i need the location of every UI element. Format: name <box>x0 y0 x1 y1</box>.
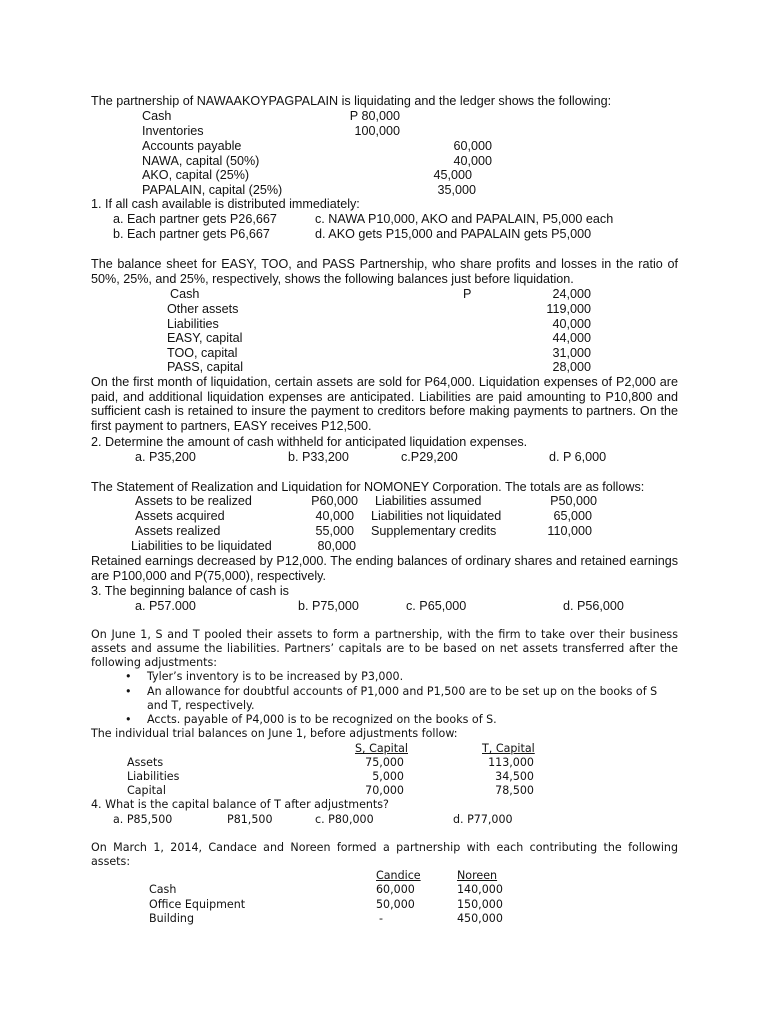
srl-value-right: 110,000 <box>547 524 592 538</box>
question-3: 3. The beginning balance of cash is <box>91 584 289 598</box>
option-c: c. P80,000 <box>315 813 374 826</box>
noreen-header: Noreen <box>457 869 498 882</box>
ledger-col2: 40,000 <box>453 154 492 168</box>
adjustment-1: Tyler’s inventory is to be increased by P3,000. <box>147 670 404 683</box>
noreen-value: 140,000 <box>457 883 503 896</box>
ledger-label: Inventories <box>142 124 204 138</box>
option-c: c. P65,000 <box>406 599 467 613</box>
balance-value: 119,000 <box>546 302 591 316</box>
question-4: 4. What is the capital balance of T after adjustments? <box>91 798 389 811</box>
srl-label-left: Liabilities to be liquidated <box>131 539 272 553</box>
balance-value: 40,000 <box>552 317 591 331</box>
srl-value-left: 40,000 <box>315 509 354 523</box>
t-capital-value: 113,000 <box>488 756 534 769</box>
balance-label: Cash <box>170 287 200 301</box>
srl-label-left: Assets acquired <box>135 509 225 523</box>
question-2: 2. Determine the amount of cash withheld for anticipated liquidation expenses. <box>91 435 528 449</box>
noreen-value: 150,000 <box>457 898 503 911</box>
balance-value: 44,000 <box>552 331 591 345</box>
trial-balance-label: Assets <box>127 756 164 769</box>
srl-label-right: Liabilities assumed <box>375 494 482 508</box>
asset-label: Office Equipment <box>149 898 246 911</box>
option-d: d. P 6,000 <box>549 450 607 464</box>
ledger-label: Accounts payable <box>142 139 242 153</box>
s-capital-header: S, Capital <box>355 742 408 755</box>
option-b: b. P75,000 <box>298 599 359 613</box>
option-b: b. Each partner gets P6,667 <box>113 227 270 241</box>
option-d: d. P77,000 <box>453 813 513 826</box>
option-b: P81,500 <box>227 813 273 826</box>
candice-value: 50,000 <box>376 898 415 911</box>
question-1: 1. If all cash available is distributed immediately: <box>91 197 360 211</box>
bullet-dot: • <box>125 713 132 726</box>
candice-value: - <box>379 912 384 925</box>
ledger-label: NAWA, capital (50%) <box>142 154 260 168</box>
problem3-intro: The Statement of Realization and Liquidation for NOMONEY Corporation. The totals are as follows: <box>91 480 645 494</box>
option-a: a. P35,200 <box>135 450 196 464</box>
option-d: d. P56,000 <box>563 599 624 613</box>
ledger-col2: 45,000 <box>433 168 472 182</box>
option-a: a. P57.000 <box>135 599 196 613</box>
trial-balance-label: Liabilities <box>127 770 180 783</box>
bullet-dot: • <box>125 670 132 683</box>
srl-label-left: Assets to be realized <box>135 494 252 508</box>
srl-value-right: 65,000 <box>553 509 592 523</box>
balance-value: 24,000 <box>552 287 591 301</box>
srl-label-right: Supplementary credits <box>371 524 497 538</box>
balance-label: PASS, capital <box>167 360 244 374</box>
balance-label: EASY, capital <box>167 331 243 345</box>
trial-balance-label: Capital <box>127 784 166 797</box>
s-capital-value: 75,000 <box>365 756 404 769</box>
option-a: a. Each partner gets P26,667 <box>113 212 277 226</box>
option-c: c. NAWA P10,000, AKO and PAPALAIN, P5,000 each <box>315 212 614 226</box>
t-capital-value: 78,500 <box>495 784 534 797</box>
ledger-label: AKO, capital (25%) <box>142 168 250 182</box>
adjustment-2: An allowance for doubtful accounts of P1,000 and P1,500 are to be set up on the books of S and T, respectively. <box>147 685 658 712</box>
noreen-value: 450,000 <box>457 912 503 925</box>
t-capital-value: 34,500 <box>495 770 534 783</box>
srl-value-left: P60,000 <box>311 494 358 508</box>
currency-label: P <box>463 287 472 301</box>
t-capital-header: T, Capital <box>482 742 535 755</box>
ledger-col2: 60,000 <box>453 139 492 153</box>
bullet-dot: • <box>125 685 132 698</box>
srl-label-left: Assets realized <box>135 524 221 538</box>
problem1-intro: The partnership of NAWAAKOYPAGPALAIN is liquidating and the ledger shows the following: <box>91 94 612 108</box>
problem3-body: Retained earnings decreased by P12,000. The ending balances of ordinary shares and retained earnings are P100,000 and P(75,000), respectively. <box>91 554 678 583</box>
adjustment-3: Accts. payable of P4,000 is to be recognized on the books of S. <box>147 713 497 726</box>
problem2-body: On the first month of liquidation, certain assets are sold for P64,000. Liquidation expenses of P2,000 are paid, and additional liquidation expenses are anticipated. Liabilities are paid amounting to P10,800 and sufficient cash is retained to insure the payment to creditors before making payments to partners. On the first payment to partners, EASY receives P12,500. <box>91 375 678 433</box>
balance-label: TOO, capital <box>167 346 238 360</box>
candice-header: Candice <box>376 869 421 882</box>
balance-value: 31,000 <box>552 346 591 360</box>
s-capital-value: 5,000 <box>372 770 404 783</box>
candice-value: 60,000 <box>376 883 415 896</box>
option-a: a. P85,500 <box>113 813 173 826</box>
ledger-col1: 100,000 <box>354 124 400 138</box>
problem4-intro: On June 1, S and T pooled their assets to form a partnership, with the firm to take over their business assets and assume the liabilities. Partners’ capitals are to be based on net assets transferred after the following adjustments: <box>91 628 678 669</box>
srl-value-right: P50,000 <box>550 494 597 508</box>
option-c: c.P29,200 <box>401 450 458 464</box>
srl-value-left: 55,000 <box>315 524 354 538</box>
problem2-intro: The balance sheet for EASY, TOO, and PASS Partnership, who share profits and losses in the ratio of 50%, 25%, and 25%, respectively, shows the following balances just before liquidation. <box>91 257 678 286</box>
ledger-label: Cash <box>142 109 172 123</box>
balance-value: 28,000 <box>552 360 591 374</box>
ledger-label: PAPALAIN, capital (25%) <box>142 183 283 197</box>
balance-label: Other assets <box>167 302 239 316</box>
ledger-col2: 35,000 <box>437 183 476 197</box>
srl-value-left: 80,000 <box>317 539 356 553</box>
balance-label: Liabilities <box>167 317 219 331</box>
ledger-col1: P 80,000 <box>349 109 400 123</box>
problem5-intro: On March 1, 2014, Candace and Noreen formed a partnership with each contributing the following assets: <box>91 841 678 868</box>
s-capital-value: 70,000 <box>365 784 404 797</box>
option-d: d. AKO gets P15,000 and PAPALAIN gets P5,000 <box>315 227 592 241</box>
trial-balance-intro: The individual trial balances on June 1, before adjustments follow: <box>91 727 458 740</box>
asset-label: Cash <box>149 883 177 896</box>
srl-label-right: Liabilities not liquidated <box>371 509 502 523</box>
option-b: b. P33,200 <box>288 450 349 464</box>
asset-label: Building <box>149 912 195 925</box>
